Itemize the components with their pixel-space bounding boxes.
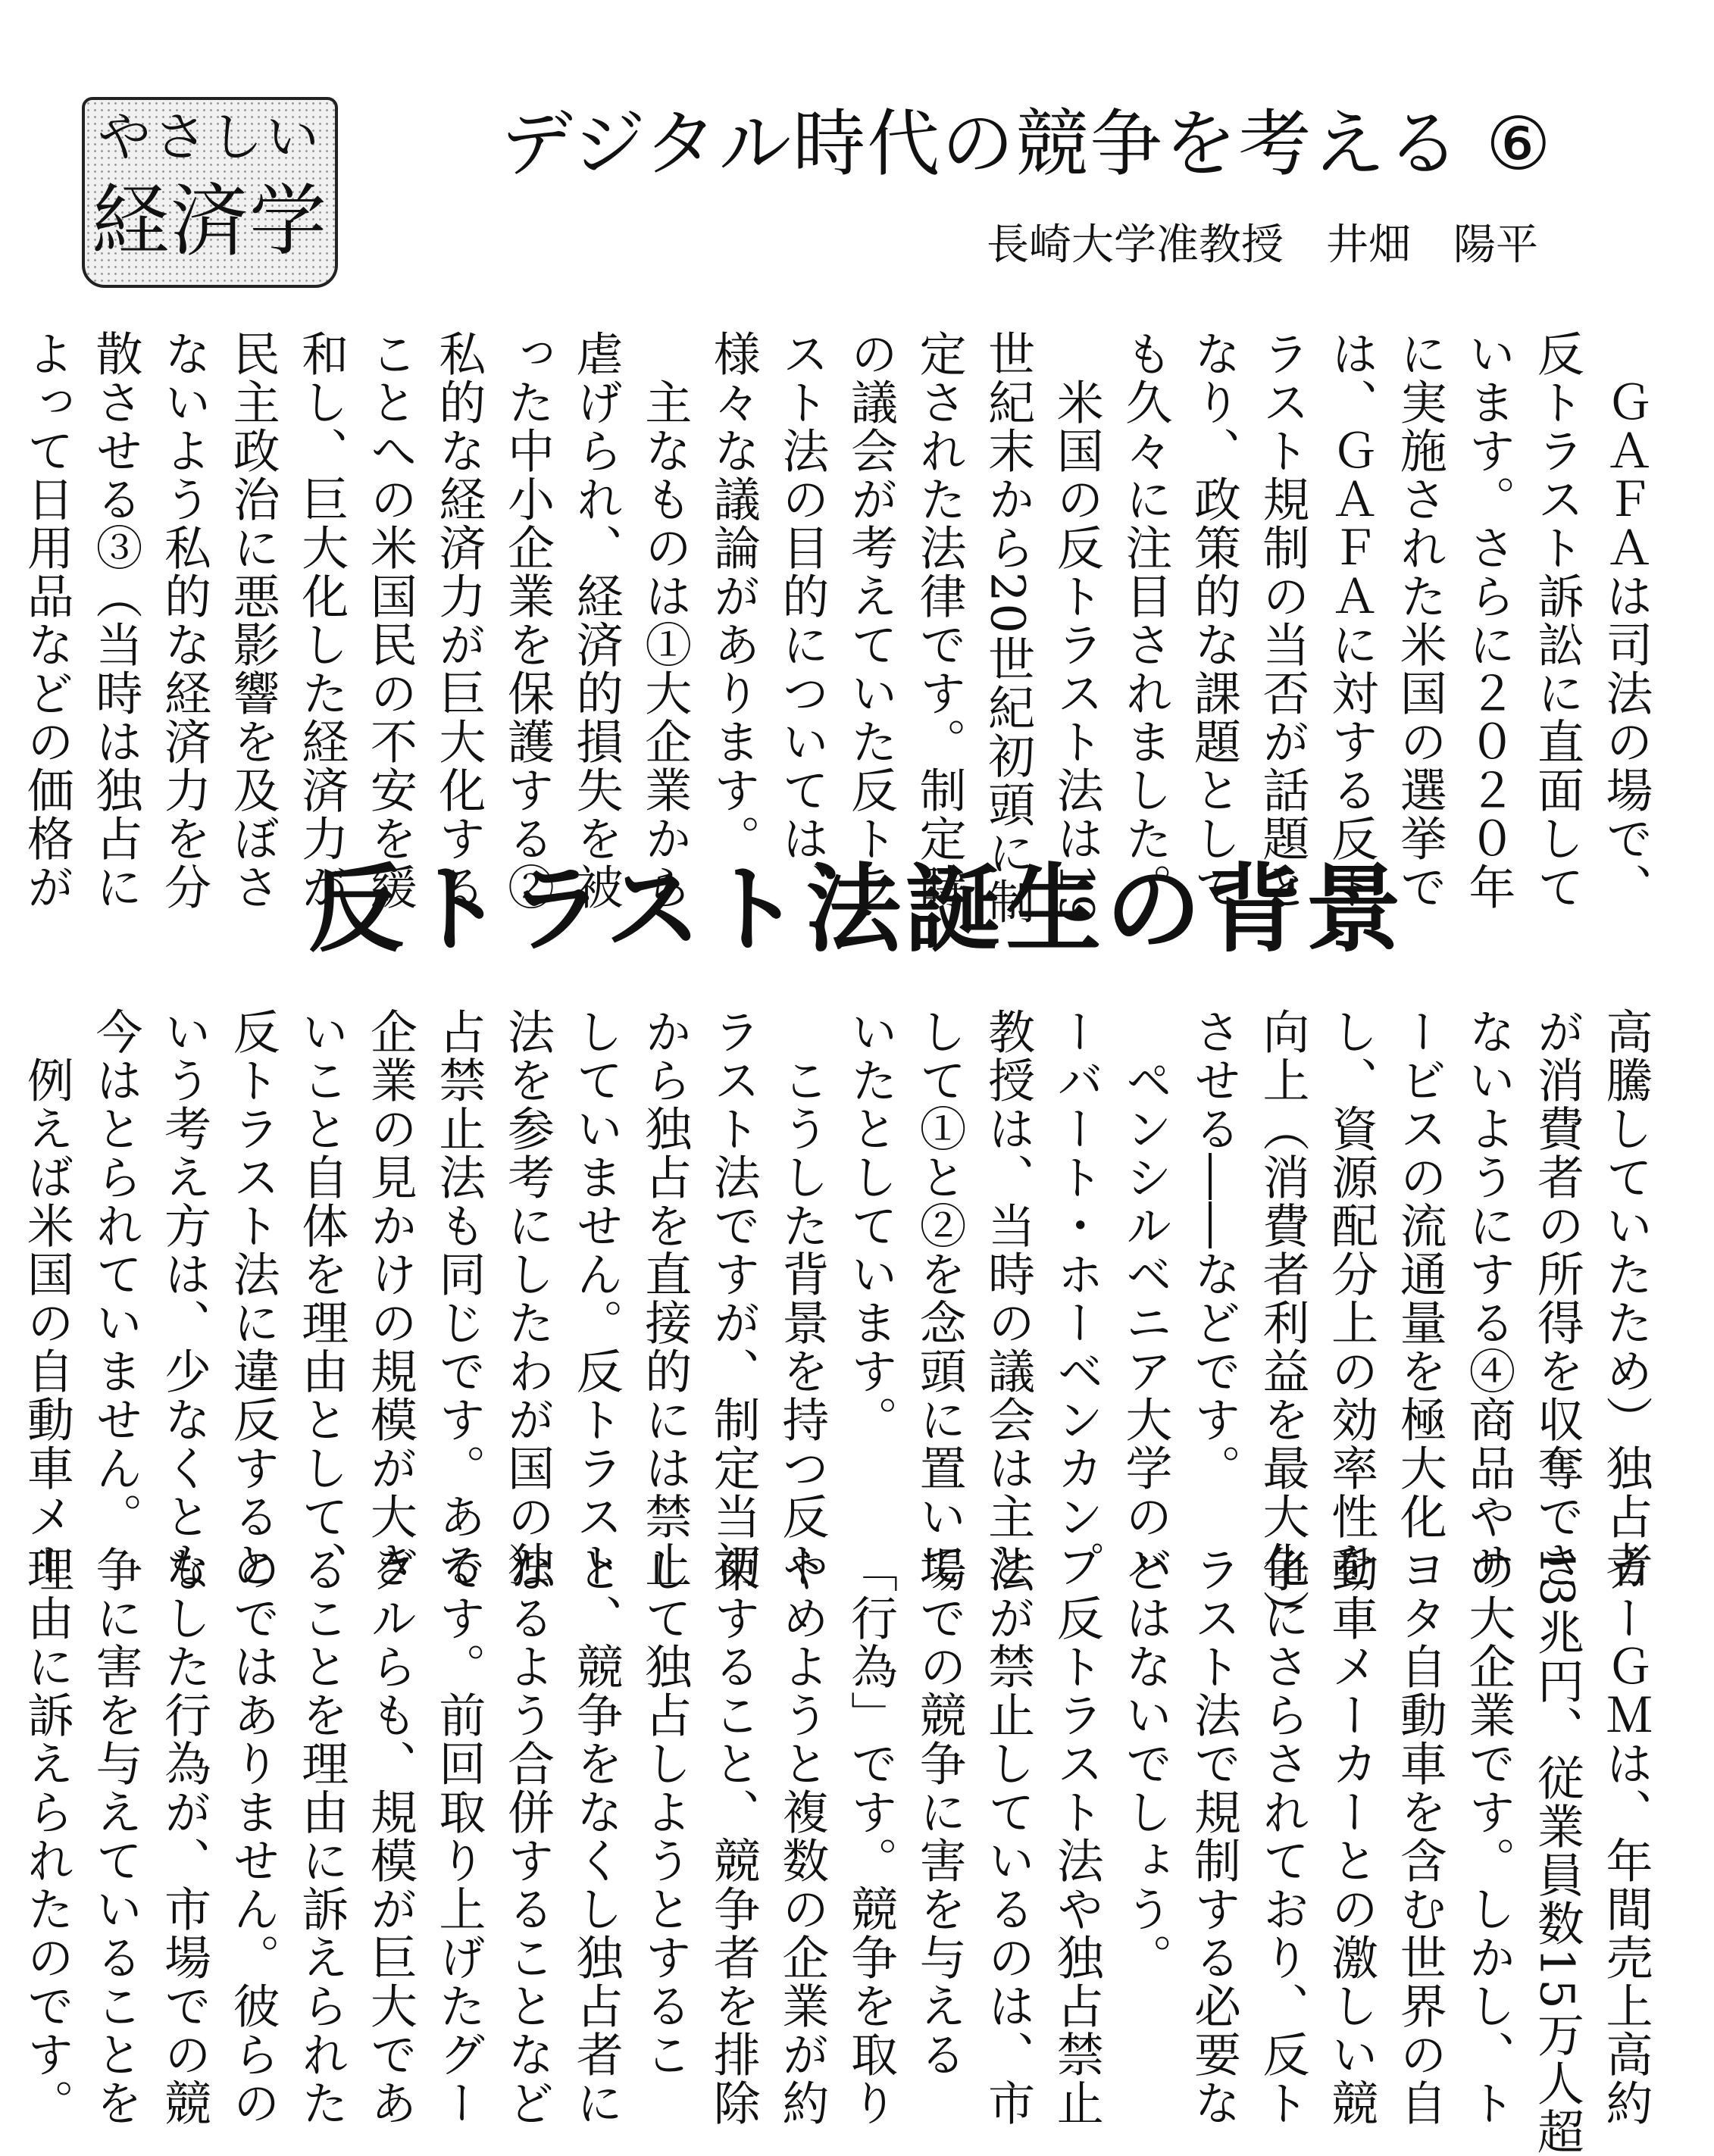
article-body-top: ＧＡＦＡは司法の場で、 反トラスト訴訟に直面して います。さらに２０２０年 に実施された米国の選挙で は、ＧＡＦＡに対する反ト ラスト規制の当否が話題と なり、政策的な課題として も久々に注目されました。 米国の反トラスト法は19 世紀末から20世紀初頭に制 定された法律です。制定時 の議会が考えていた反トラ スト法の目的については、 様々な議論があります。 主なものは①大企業から 虐げられ、経済的損失を被 った中小企業を保護する② 私的な経済力が巨大化する ことへの米国民の不安を緩 和し、巨大化した経済力が 民主政治に悪影響を及ぼさ ないよう私的な経済力を分 散させる③（当時は独占に よって日用品などの価格が [19, 330, 1653, 926]
article-body-bottom: カーＧＭは、年間売上高約 13兆円、従業員数15万人超 の大企業です。しかし、ト ヨタ自動車を含む世界の自 動車メーカーとの激しい競 争にさらされており、反ト ラスト法で規制する必要な どはないでしょう。 反トラスト法や独占禁止 法が禁止しているのは、市 場での競争に害を与える 「行為」です。競争を取り やめようと複数の企業が約 束すること、競争者を排除 して独占しようとするこ と、競争をなくし独占者に なるよう合併することなど です。前回取り上げたグー グルらも、規模が巨大であ ることを理由に訴えられた のではありません。彼らの なした行為が、市場での競 争に害を与えていることを 理由に訴えられたのです。 [19, 1545, 1653, 2156]
badge-label-top: やさしい [98, 106, 322, 168]
series-title: デジタル時代の競争を考える ⑥ [500, 102, 1553, 186]
article-headline: 反トラスト法誕生の背景 [308, 853, 1406, 965]
author-byline: 長崎大学准教授 井畑 陽平 [987, 220, 1538, 270]
badge-label-bottom: 経済学 [92, 177, 328, 267]
article-body-middle: 高騰していたため）独占者 が消費者の所得を収奪でき ないようにする④商品やサ ービスの流通量を極大化 し、資源配分上の効率性を 向上（消費者利益を最大化） させる――などです。 ペンシルベニア大学のハ ーバート・ホーベンカンプ 教授は、当時の議会は主と して①と②を念頭に置いて いたとしています。 こうした背景を持つ反ト ラスト法ですが、制定当初 から独占を直接的には禁止 していません。反トラスト 法を参考にしたわが国の独 占禁止法も同じです。ある 企業の見かけの規模が大き いこと自体を理由として、 反トラスト法に違反すると いう考え方は、少なくとも 今はとられていません。 例えば米国の自動車メー [19, 1008, 1653, 1638]
column-badge [82, 97, 338, 288]
